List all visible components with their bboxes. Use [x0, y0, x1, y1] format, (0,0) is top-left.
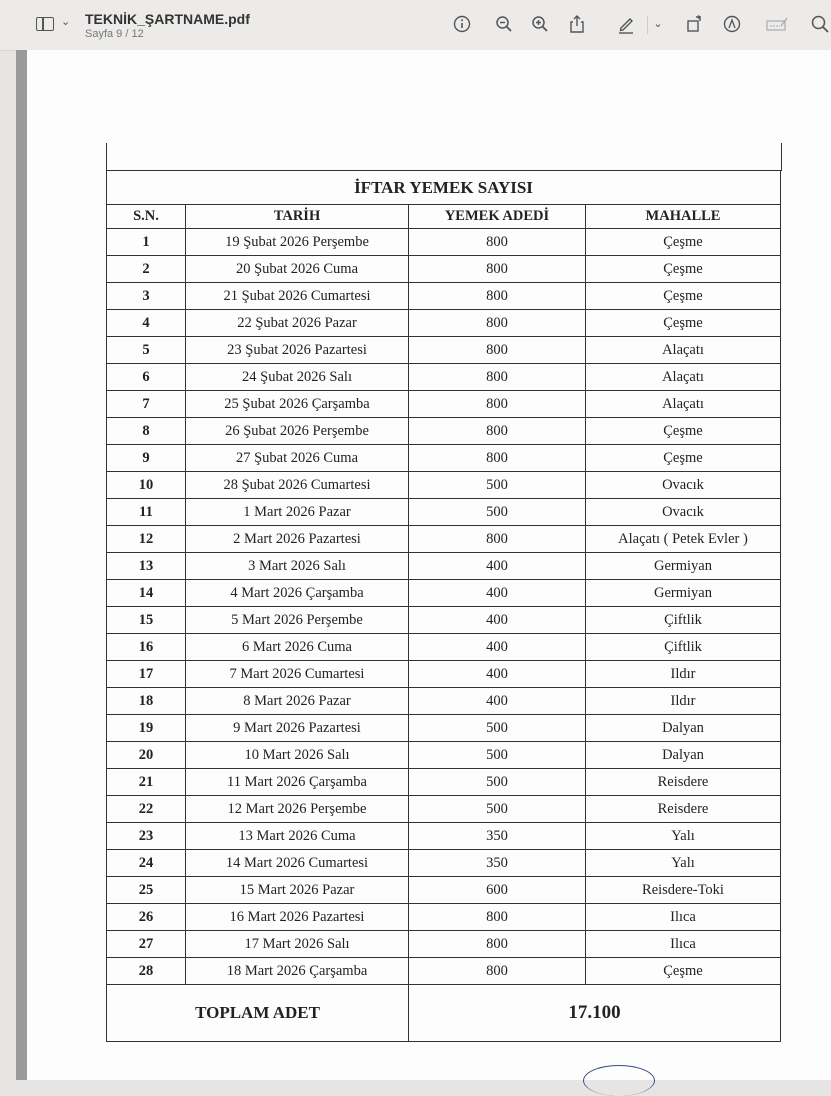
- row-qty: 800: [409, 526, 586, 553]
- row-area: Yalı: [586, 823, 781, 850]
- highlight-pen-icon[interactable]: [616, 14, 636, 34]
- table-row: [107, 526, 781, 553]
- row-area: Çiftlik: [586, 607, 781, 634]
- header-date: TARİH: [186, 205, 409, 229]
- row-date: 26 Şubat 2026 Perşembe: [186, 418, 409, 445]
- table-row: [107, 337, 781, 364]
- row-qty: 500: [409, 472, 586, 499]
- table-row: [107, 229, 781, 256]
- row-area: Alaçatı: [586, 337, 781, 364]
- row-qty: 800: [409, 445, 586, 472]
- row-sn: 14: [107, 580, 186, 607]
- row-area: Germiyan: [586, 553, 781, 580]
- row-date: 3 Mart 2026 Salı: [186, 553, 409, 580]
- row-date: 18 Mart 2026 Çarşamba: [186, 958, 409, 985]
- table-row: [107, 418, 781, 445]
- table-row: [107, 499, 781, 526]
- row-qty: 500: [409, 715, 586, 742]
- info-icon[interactable]: [452, 14, 472, 34]
- header-qty: YEMEK ADEDİ: [409, 205, 586, 229]
- table-title-row: [107, 171, 781, 205]
- row-area: Alaçatı: [586, 391, 781, 418]
- table-row: [107, 391, 781, 418]
- table-row: [107, 607, 781, 634]
- row-area: Çeşme: [586, 445, 781, 472]
- row-qty: 800: [409, 310, 586, 337]
- signature-icon[interactable]: [765, 14, 789, 34]
- row-date: 11 Mart 2026 Çarşamba: [186, 769, 409, 796]
- row-sn: 2: [107, 256, 186, 283]
- table-row: [107, 877, 781, 904]
- row-qty: 350: [409, 850, 586, 877]
- row-qty: 400: [409, 661, 586, 688]
- total-row: [107, 985, 781, 1042]
- row-area: Ildır: [586, 688, 781, 715]
- row-date: 17 Mart 2026 Salı: [186, 931, 409, 958]
- row-qty: 800: [409, 229, 586, 256]
- row-date: 9 Mart 2026 Pazartesi: [186, 715, 409, 742]
- row-area: Dalyan: [586, 742, 781, 769]
- row-sn: 9: [107, 445, 186, 472]
- row-area: Ilıca: [586, 904, 781, 931]
- row-sn: 16: [107, 634, 186, 661]
- table-row: [107, 688, 781, 715]
- row-date: 5 Mart 2026 Perşembe: [186, 607, 409, 634]
- table-row: [107, 283, 781, 310]
- row-sn: 20: [107, 742, 186, 769]
- row-date: 24 Şubat 2026 Salı: [186, 364, 409, 391]
- row-sn: 10: [107, 472, 186, 499]
- row-date: 2 Mart 2026 Pazartesi: [186, 526, 409, 553]
- row-sn: 28: [107, 958, 186, 985]
- row-area: Germiyan: [586, 580, 781, 607]
- row-date: 25 Şubat 2026 Çarşamba: [186, 391, 409, 418]
- header-area: MAHALLE: [586, 205, 781, 229]
- table-row: [107, 661, 781, 688]
- table-row: [107, 796, 781, 823]
- row-sn: 6: [107, 364, 186, 391]
- row-qty: 800: [409, 958, 586, 985]
- signature-mark: [583, 1065, 655, 1096]
- row-area: Ovacık: [586, 472, 781, 499]
- table-row: [107, 850, 781, 877]
- chevron-down-icon[interactable]: ⌄: [61, 16, 71, 28]
- row-area: Reisdere: [586, 796, 781, 823]
- row-date: 14 Mart 2026 Cumartesi: [186, 850, 409, 877]
- row-area: Alaçatı ( Petek Evler ): [586, 526, 781, 553]
- row-sn: 19: [107, 715, 186, 742]
- row-area: Dalyan: [586, 715, 781, 742]
- row-sn: 18: [107, 688, 186, 715]
- row-sn: 15: [107, 607, 186, 634]
- row-date: 4 Mart 2026 Çarşamba: [186, 580, 409, 607]
- row-sn: 25: [107, 877, 186, 904]
- table-top-frame: [106, 143, 782, 171]
- row-qty: 800: [409, 256, 586, 283]
- table-row: [107, 553, 781, 580]
- row-qty: 400: [409, 607, 586, 634]
- row-area: Çeşme: [586, 256, 781, 283]
- pdf-viewer-toolbar: [0, 0, 831, 51]
- table-row: [107, 769, 781, 796]
- row-date: 28 Şubat 2026 Cumartesi: [186, 472, 409, 499]
- row-area: Ilıca: [586, 931, 781, 958]
- row-date: 27 Şubat 2026 Cuma: [186, 445, 409, 472]
- row-qty: 500: [409, 742, 586, 769]
- rotate-icon[interactable]: [684, 14, 704, 34]
- row-area: Alaçatı: [586, 364, 781, 391]
- row-date: 22 Şubat 2026 Pazar: [186, 310, 409, 337]
- table-row: [107, 364, 781, 391]
- row-area: Çeşme: [586, 958, 781, 985]
- table-row: [107, 823, 781, 850]
- table-header-row: [107, 205, 781, 229]
- table-row: [107, 715, 781, 742]
- table-row: [107, 904, 781, 931]
- document-title: TEKNİK_ŞARTNAME.pdf: [85, 11, 250, 27]
- row-date: 6 Mart 2026 Cuma: [186, 634, 409, 661]
- header-sn: S.N.: [107, 205, 186, 229]
- row-qty: 800: [409, 364, 586, 391]
- table-row: [107, 634, 781, 661]
- row-date: 21 Şubat 2026 Cumartesi: [186, 283, 409, 310]
- page-indicator: Sayfa 9 / 12: [85, 28, 144, 40]
- zoom-out-icon[interactable]: [494, 14, 514, 34]
- row-date: 20 Şubat 2026 Cuma: [186, 256, 409, 283]
- row-qty: 800: [409, 391, 586, 418]
- row-sn: 17: [107, 661, 186, 688]
- row-area: Ildır: [586, 661, 781, 688]
- row-sn: 5: [107, 337, 186, 364]
- row-qty: 400: [409, 688, 586, 715]
- row-date: 23 Şubat 2026 Pazartesi: [186, 337, 409, 364]
- row-qty: 400: [409, 634, 586, 661]
- table-row: [107, 472, 781, 499]
- total-value: 17.100: [409, 985, 781, 1042]
- row-qty: 800: [409, 418, 586, 445]
- row-area: Çeşme: [586, 310, 781, 337]
- iftar-table: [106, 170, 781, 1042]
- row-date: 12 Mart 2026 Perşembe: [186, 796, 409, 823]
- search-icon[interactable]: [810, 14, 830, 34]
- sidebar-icon[interactable]: [36, 17, 54, 31]
- row-date: 15 Mart 2026 Pazar: [186, 877, 409, 904]
- row-sn: 27: [107, 931, 186, 958]
- row-date: 10 Mart 2026 Salı: [186, 742, 409, 769]
- row-sn: 24: [107, 850, 186, 877]
- row-qty: 500: [409, 499, 586, 526]
- row-qty: 800: [409, 337, 586, 364]
- row-sn: 4: [107, 310, 186, 337]
- row-qty: 400: [409, 580, 586, 607]
- row-date: 13 Mart 2026 Cuma: [186, 823, 409, 850]
- chevron-down-icon[interactable]: ⌄: [653, 18, 663, 30]
- row-area: Yalı: [586, 850, 781, 877]
- row-qty: 500: [409, 796, 586, 823]
- markup-icon[interactable]: [722, 14, 742, 34]
- row-area: Çeşme: [586, 283, 781, 310]
- row-area: Reisdere-Toki: [586, 877, 781, 904]
- row-area: Çeşme: [586, 229, 781, 256]
- row-qty: 800: [409, 283, 586, 310]
- table-row: [107, 742, 781, 769]
- zoom-in-icon[interactable]: [530, 14, 550, 34]
- row-qty: 350: [409, 823, 586, 850]
- row-area: Reisdere: [586, 769, 781, 796]
- row-date: 7 Mart 2026 Cumartesi: [186, 661, 409, 688]
- table-row: [107, 931, 781, 958]
- row-qty: 500: [409, 769, 586, 796]
- table-title: İFTAR YEMEK SAYISI: [107, 171, 781, 205]
- row-sn: 11: [107, 499, 186, 526]
- row-sn: 13: [107, 553, 186, 580]
- row-date: 16 Mart 2026 Pazartesi: [186, 904, 409, 931]
- row-qty: 400: [409, 553, 586, 580]
- row-date: 19 Şubat 2026 Perşembe: [186, 229, 409, 256]
- table-row: [107, 958, 781, 985]
- row-sn: 26: [107, 904, 186, 931]
- row-date: 8 Mart 2026 Pazar: [186, 688, 409, 715]
- row-sn: 23: [107, 823, 186, 850]
- table-row: [107, 256, 781, 283]
- row-date: 1 Mart 2026 Pazar: [186, 499, 409, 526]
- row-area: Ovacık: [586, 499, 781, 526]
- row-area: Çiftlik: [586, 634, 781, 661]
- table-row: [107, 310, 781, 337]
- row-sn: 8: [107, 418, 186, 445]
- row-qty: 600: [409, 877, 586, 904]
- total-label: TOPLAM ADET: [107, 985, 409, 1042]
- row-area: Çeşme: [586, 418, 781, 445]
- table-row: [107, 580, 781, 607]
- thumbnail-sidebar-edge: [16, 50, 27, 1080]
- row-qty: 800: [409, 904, 586, 931]
- table-row: [107, 445, 781, 472]
- share-icon[interactable]: [567, 14, 587, 34]
- row-qty: 800: [409, 931, 586, 958]
- row-sn: 22: [107, 796, 186, 823]
- row-sn: 21: [107, 769, 186, 796]
- row-sn: 7: [107, 391, 186, 418]
- row-sn: 12: [107, 526, 186, 553]
- row-sn: 3: [107, 283, 186, 310]
- row-sn: 1: [107, 229, 186, 256]
